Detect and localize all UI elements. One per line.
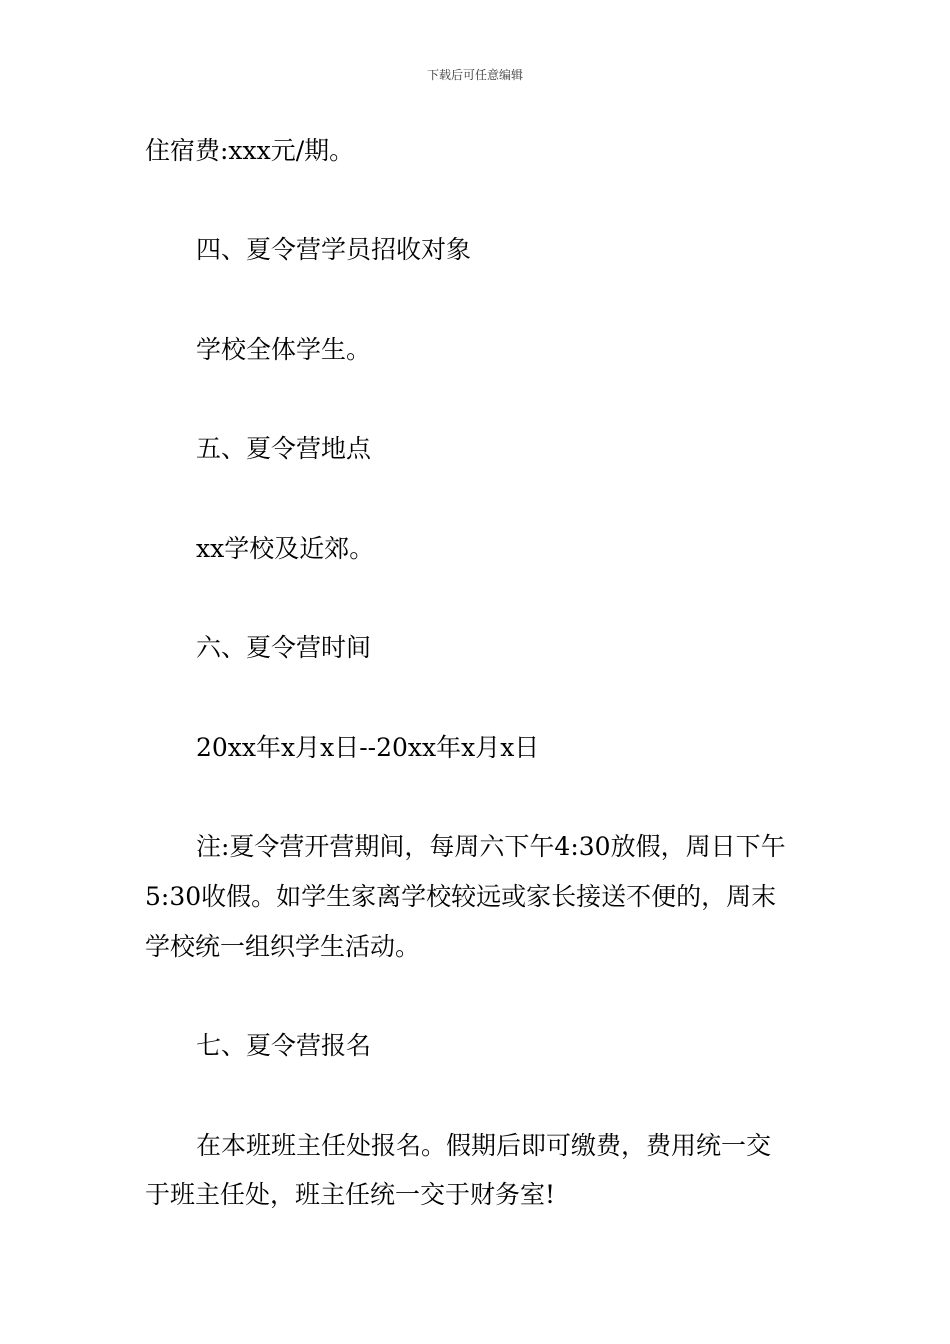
section-heading-7: 七、夏令营报名 [196,1031,372,1060]
text-line-dates: 20xx年x月x日--20xx年x月x日 [196,733,540,762]
text-line-register-1: 在本班班主任处报名。假期后即可缴费，费用统一交 [196,1131,772,1160]
section-heading-6: 六、夏令营时间 [196,633,372,662]
text-line-note-1: 注:夏令营开营期间，每周六下午4:30放假，周日下午 [196,832,786,861]
page-header: 下载后可任意编辑 [426,68,523,82]
text-line-accommodation-fee: 住宿费:xxx元/期。 [145,136,355,165]
text-line-target: 学校全体学生。 [196,335,372,364]
text-line-note-3: 学校统一组织学生活动。 [145,932,421,961]
section-heading-4: 四、夏令营学员招收对象 [196,235,472,264]
section-heading-5: 五、夏令营地点 [196,434,372,463]
text-line-register-2: 于班主任处，班主任统一交于财务室! [145,1180,556,1209]
text-line-note-2: 5:30收假。如学生家离学校较远或家长接送不便的，周末 [145,882,777,911]
text-line-location: xx学校及近郊。 [196,534,375,563]
